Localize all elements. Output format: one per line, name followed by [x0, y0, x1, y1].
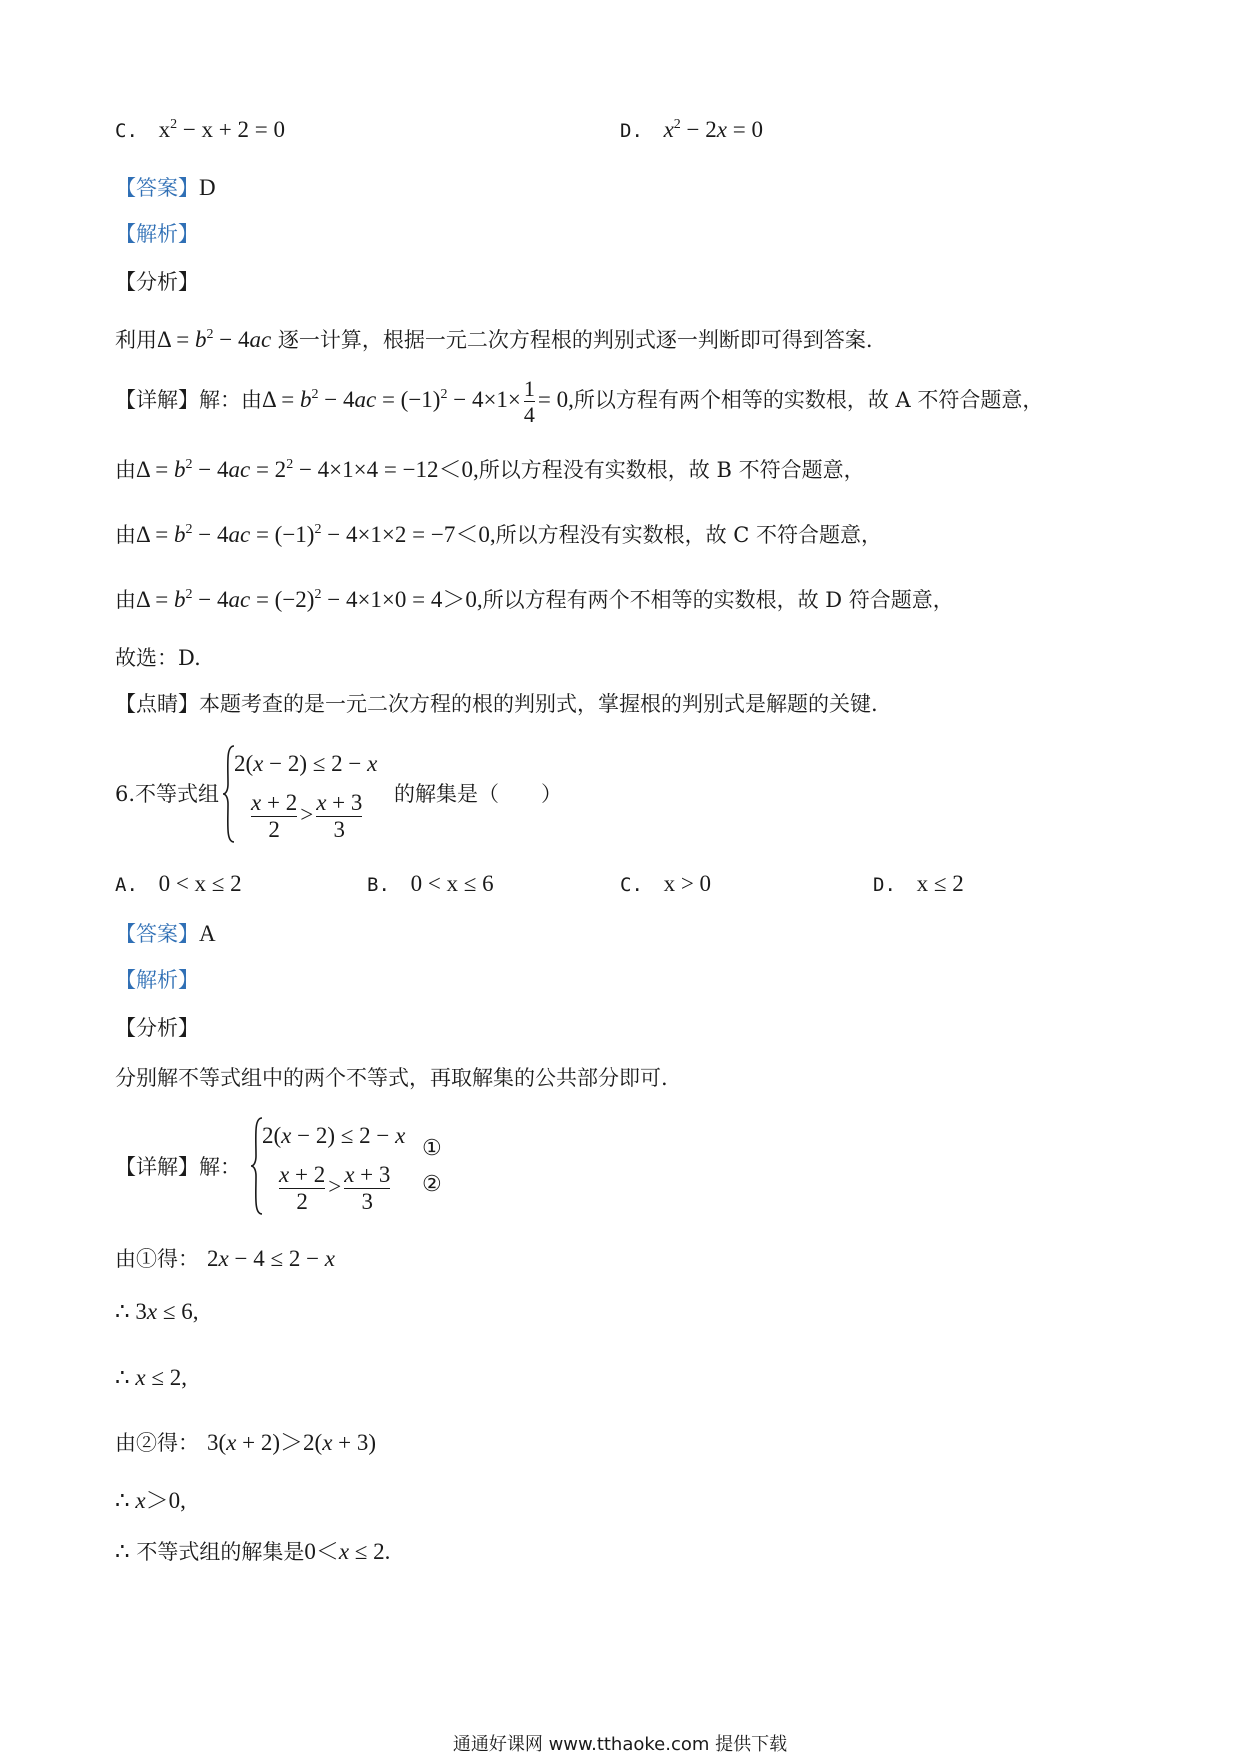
step-1b: ∴ x ≤ 2,	[115, 1365, 187, 1390]
step-1: 由①得： 2x − 4 ≤ 2 − x	[115, 1246, 336, 1271]
answer-tag: 【答案】	[115, 922, 199, 946]
conclusion: 故选：D.	[115, 646, 201, 670]
detail-line-1: 【详解】解：由$\Delta = b^2 - 4ac = (-1)^2 - 4\times 1\times$ $\frac{1}{4}$ = 0,所以方程有两个相等的实数根，故 A 不符合题意，	[115, 376, 1044, 428]
option-d-row: D. x ≤ 2	[873, 871, 964, 896]
option-c-row	[115, 118, 285, 141]
circle-1: ①	[422, 1136, 442, 1161]
option-expression: $x^2 - 2x = 0$	[663, 117, 763, 142]
footer: 通通好课网 www.tthaoke.com 提供下载	[452, 1734, 788, 1755]
final: ∴ 不等式组的解集是0＜x ≤ 2.	[115, 1539, 391, 1564]
option-c-row: C. x > 0	[620, 871, 712, 896]
option-label: D.	[620, 120, 643, 142]
analysis-tag: 【解析】	[115, 968, 199, 992]
option-expression: $x^2 - x + 2 = 0$	[158, 117, 285, 142]
detail-tag: 【详解】解：	[115, 1155, 241, 1179]
answer-value: D	[199, 175, 216, 200]
detail-ineq-2: $\frac{x + 2}{2}$ > $\frac{x + 3}{3}$	[279, 1162, 391, 1215]
answer-line	[115, 922, 216, 945]
fenxi-tag: 【分析】	[115, 1016, 199, 1040]
q6-stem-post: 的解集是（ ）	[394, 782, 562, 806]
circle-2: ②	[422, 1172, 442, 1197]
option-label: C.	[115, 120, 138, 142]
detail-line-3: 由$\Delta = b^2 - 4ac = (-1)^2 - 4\times 1\times 2 = -7<0$,所以方程没有实数根，故 C 不符合题意，	[115, 522, 882, 547]
answer-value: A	[199, 921, 216, 946]
step-2: 由②得： 3(x + 2)＞2(x + 3)	[115, 1430, 377, 1455]
q6-stem-pre: 6.不等式组	[115, 782, 220, 806]
option-d-row	[620, 118, 763, 141]
system-ineq-2: $\frac{x + 2}{2}$ > $\frac{x + 3}{3}$	[251, 790, 363, 843]
detail-line-2: 由$\Delta = b^2 - 4ac = 2^2 - 4\times 1\times 4 = -12<0$,所以方程没有实数根，故 B 不符合题意，	[115, 457, 865, 482]
option-a-row: A. 0 < x ≤ 2	[115, 871, 242, 896]
answer-line	[115, 176, 216, 199]
option-b-row: B. 0 < x ≤ 6	[367, 871, 494, 896]
step-2a: ∴ x＞0,	[115, 1488, 186, 1513]
step-1a: ∴ 3x ≤ 6,	[115, 1299, 199, 1324]
fenxi-text: 分别解不等式组中的两个不等式，再取解集的公共部分即可.	[115, 1066, 668, 1090]
detail-line-4: 由$\Delta = b^2 - 4ac = (-2)^2 - 4\times 1\times 0 = 4>0$,所以方程有两个不相等的实数根，故 D 符合题意，	[115, 587, 954, 612]
system-ineq-1: 2(x − 2) ≤ 2 − x	[234, 751, 378, 776]
analysis-tag: 【解析】	[115, 222, 199, 246]
answer-tag: 【答案】	[115, 176, 199, 200]
detail-ineq-1: 2(x − 2) ≤ 2 − x	[262, 1123, 406, 1148]
dianjing: 【点睛】本题考查的是一元二次方程的根的判别式，掌握根的判别式是解题的关键.	[115, 692, 878, 716]
fenxi-tag: 【分析】	[115, 270, 199, 294]
fenxi-text: 利用$\Delta = b^2 - 4ac$ 逐一计算，根据一元二次方程根的判别式逐一判断即可得到答案.	[115, 327, 873, 352]
